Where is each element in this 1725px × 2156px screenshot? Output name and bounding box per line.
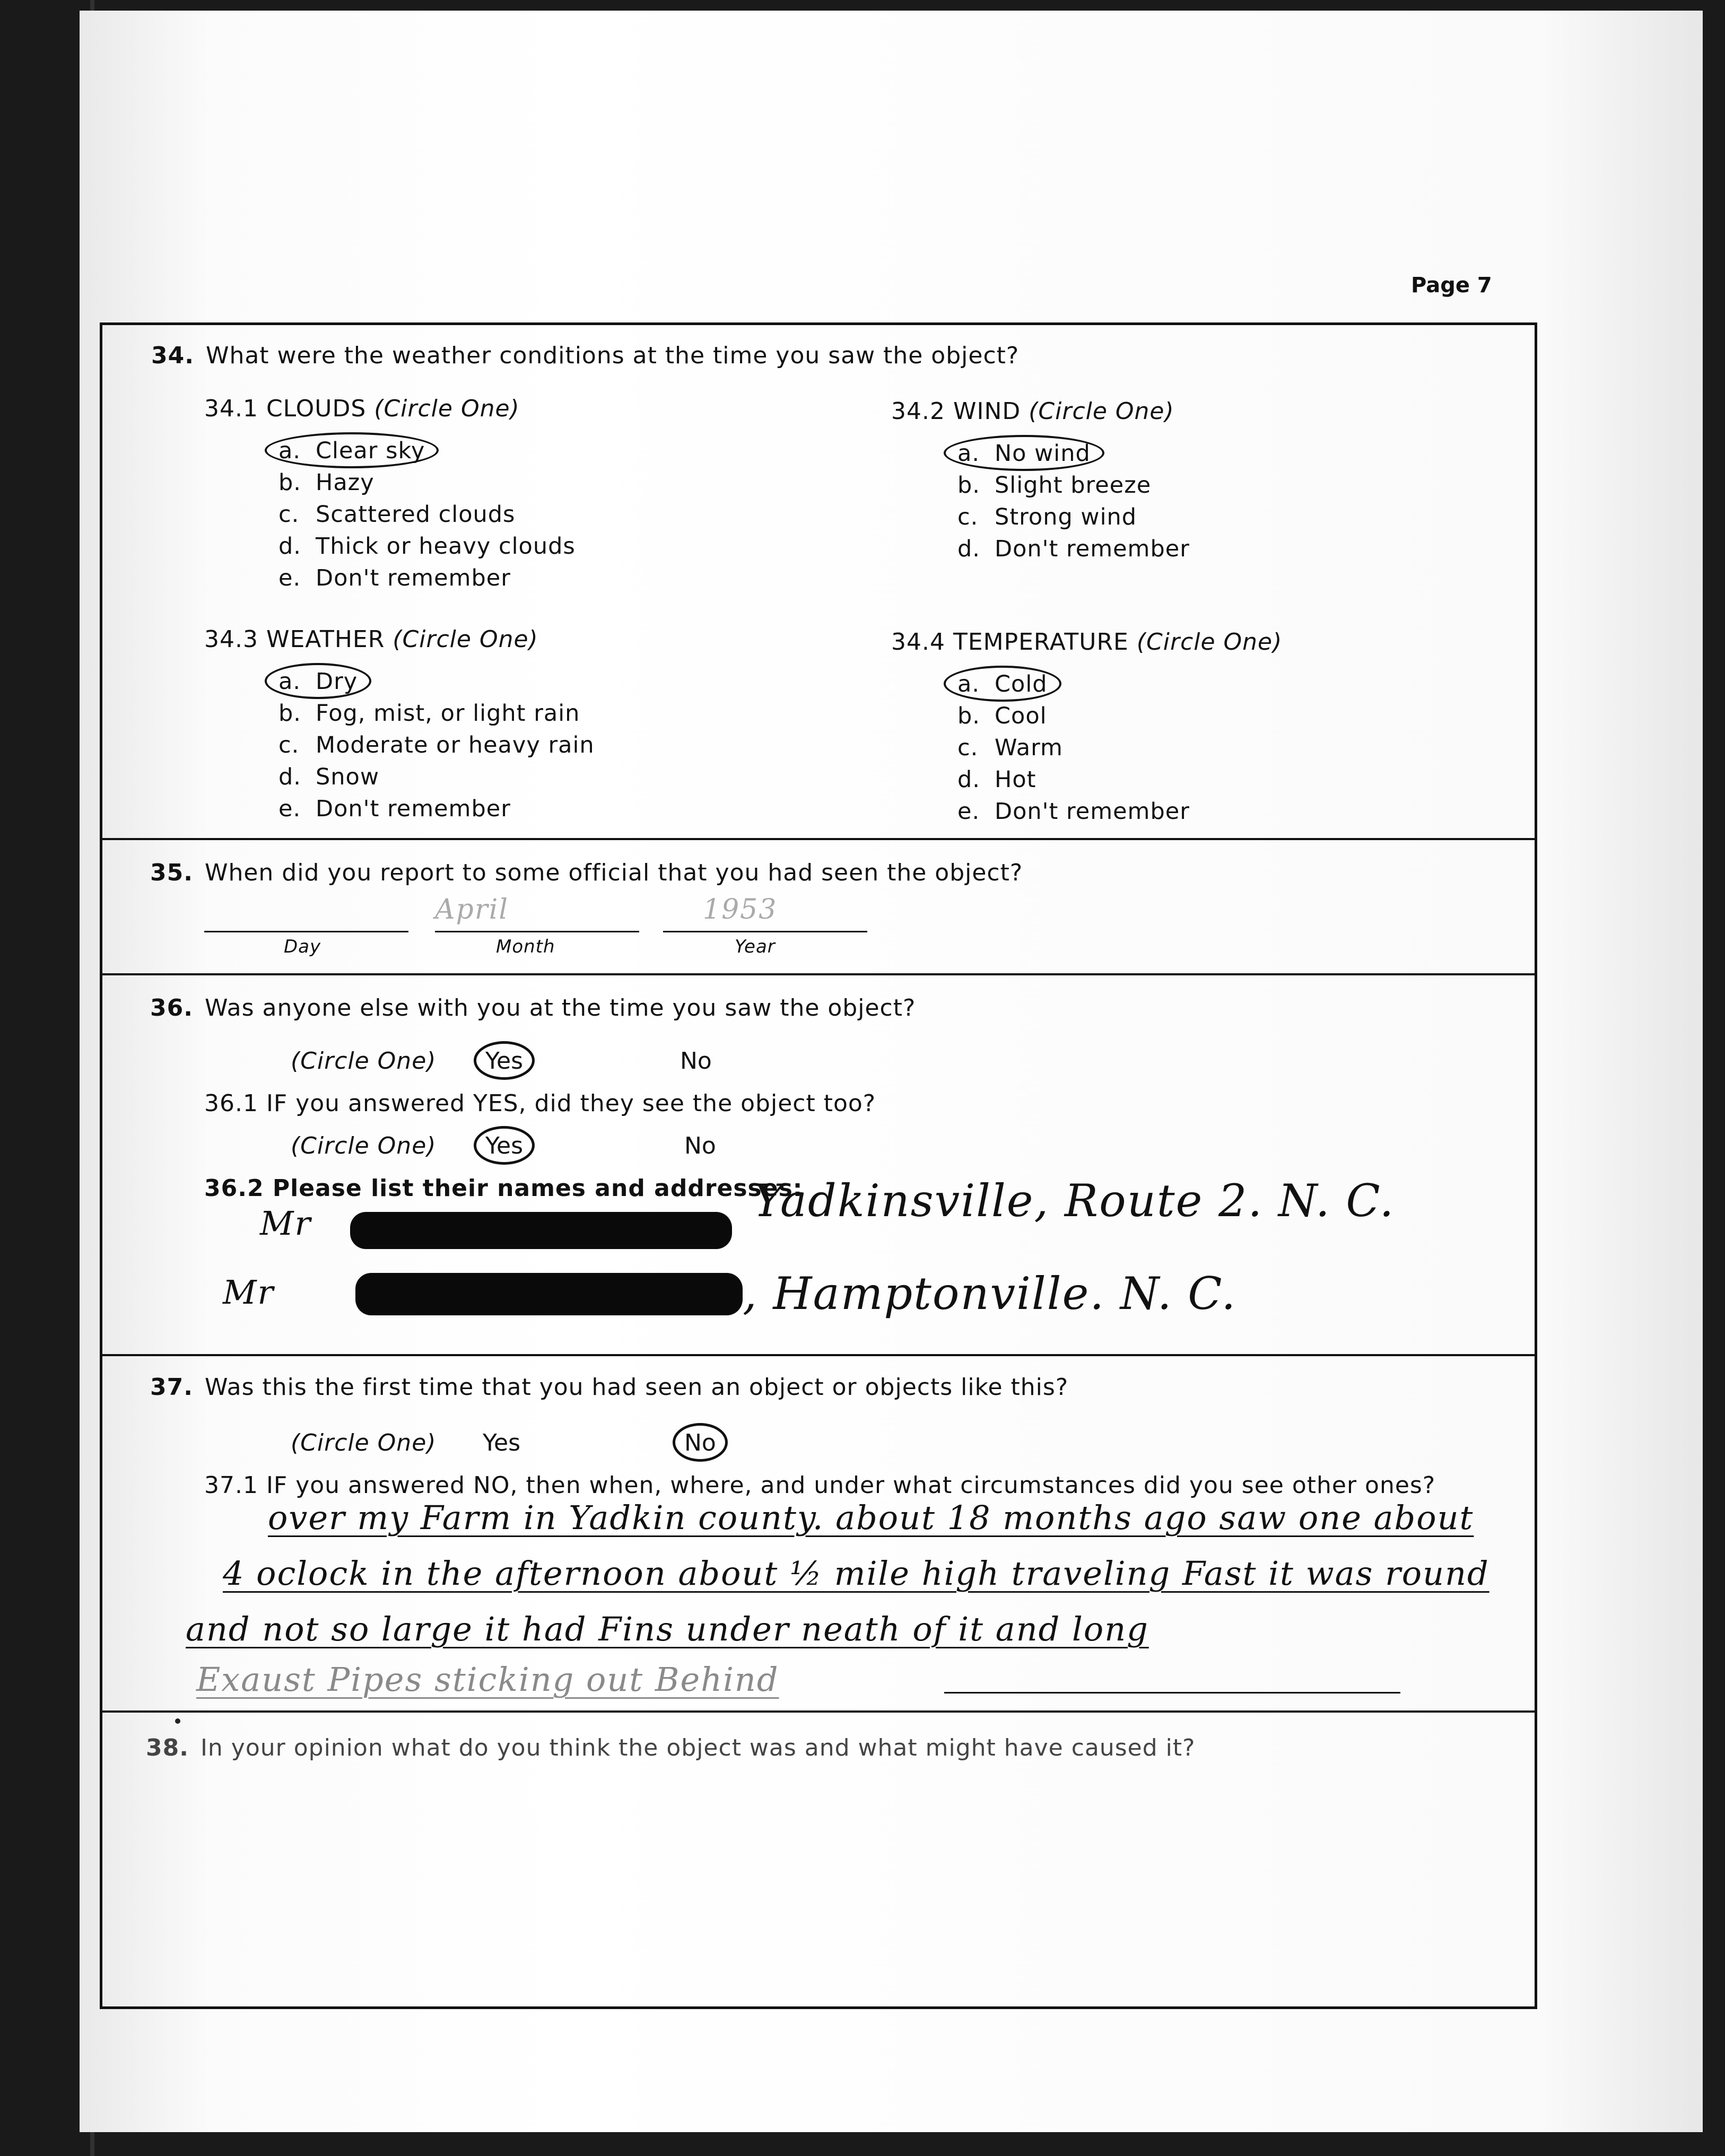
weather-option[interactable] — [278, 668, 358, 695]
redaction-bar — [350, 1212, 732, 1249]
wind-option-unselected — [957, 536, 1190, 562]
heading-instruction: (Circle One) — [374, 395, 520, 422]
circle-one-instruction: (Circle One) — [291, 1048, 437, 1075]
clouds-option[interactable] — [278, 533, 576, 560]
option-label: Hazy — [316, 469, 374, 496]
temperature-option[interactable] — [957, 798, 1190, 825]
option-label: Don't remember — [316, 565, 511, 591]
companion-2-address: , Hamptonville. N. C. — [743, 1268, 1237, 1320]
question-38 — [146, 1734, 1196, 1761]
year-label: Year — [735, 936, 776, 957]
option-letter: d. — [278, 764, 301, 790]
clouds-option[interactable] — [278, 438, 425, 464]
option-letter: b. — [957, 703, 980, 729]
temperature-heading — [891, 629, 1282, 656]
question-number: 37. — [150, 1374, 193, 1401]
answer-line-4: Exaust Pipes sticking out Behind — [196, 1660, 779, 1699]
clouds-heading — [204, 395, 520, 422]
question-text: Was this the first time that you had seen an object or objects like this? — [204, 1374, 1069, 1401]
divider-36-37 — [100, 1354, 1537, 1356]
option-letter: b. — [278, 469, 301, 496]
companion-1-prefix: Mr — [260, 1204, 312, 1243]
answer-line-2: 4 oclock in the afternoon about ½ mile high traveling Fast it was round — [223, 1554, 1489, 1593]
option-letter: e. — [278, 565, 301, 591]
clouds-option[interactable] — [278, 565, 511, 591]
heading-instruction: (Circle One) — [1136, 629, 1283, 656]
option-letter: d. — [278, 533, 301, 560]
month-blank[interactable] — [435, 931, 639, 932]
wind-option-unselected — [957, 504, 1137, 530]
temperature-option-unselected — [957, 703, 1047, 729]
divider-35-36 — [100, 973, 1537, 975]
divider-37-38 — [100, 1710, 1537, 1713]
temperature-option[interactable] — [957, 766, 1036, 793]
question-number: 34. — [151, 342, 194, 369]
q36-yes-choice[interactable]: Yes — [485, 1048, 524, 1075]
stray-mark — [175, 1718, 180, 1724]
wind-option-selected — [957, 440, 1091, 467]
option-label: Dry — [316, 668, 358, 695]
temperature-option-unselected — [957, 735, 1063, 761]
option-label: Thick or heavy clouds — [316, 533, 576, 560]
heading-label: 34.4 TEMPERATURE — [891, 629, 1129, 656]
question-37-1: 37.1 IF you answered NO, then when, where, and under what circumstances did you see other ones? — [204, 1472, 1436, 1499]
page-number: Page 7 — [1411, 273, 1492, 298]
q36-no-choice[interactable]: No — [680, 1048, 712, 1075]
heading-label: 34.1 CLOUDS — [204, 395, 367, 422]
option-letter: c. — [957, 735, 979, 761]
option-label: Fog, mist, or light rain — [316, 700, 580, 727]
heading-label: 34.2 WIND — [891, 398, 1021, 425]
month-label: Month — [496, 936, 555, 957]
answer-line-3: and not so large it had Fins under neath of it and long — [186, 1610, 1149, 1648]
wind-option[interactable] — [957, 504, 1137, 530]
q36-1-no-choice[interactable]: No — [684, 1132, 716, 1159]
question-text: Was anyone else with you at the time you saw the object? — [204, 994, 916, 1022]
option-letter: d. — [957, 766, 980, 793]
option-label: Slight breeze — [995, 472, 1152, 499]
temperature-option[interactable] — [957, 671, 1048, 697]
circle-one-instruction: (Circle One) — [291, 1132, 437, 1159]
year-value: 1953 — [703, 894, 778, 926]
question-34 — [151, 342, 1019, 369]
day-blank[interactable] — [204, 931, 408, 932]
question-37 — [150, 1374, 1068, 1401]
clouds-option-unselected — [278, 469, 374, 496]
temperature-option-unselected — [957, 766, 1036, 793]
temperature-option[interactable] — [957, 735, 1063, 761]
option-label: No wind — [995, 440, 1091, 467]
option-label: Cool — [995, 703, 1047, 729]
option-label: Don't remember — [995, 798, 1190, 825]
heading-label: 34.3 WEATHER — [204, 626, 385, 653]
option-letter: b. — [957, 472, 980, 499]
option-label: Moderate or heavy rain — [316, 732, 595, 758]
q36-1-yes-choice[interactable]: Yes — [485, 1132, 524, 1159]
option-label: Don't remember — [995, 536, 1190, 562]
wind-heading — [891, 398, 1174, 425]
option-letter: a. — [957, 440, 980, 467]
weather-option-unselected — [278, 700, 580, 727]
weather-option-selected — [278, 668, 358, 695]
heading-instruction: (Circle One) — [393, 626, 538, 653]
question-36 — [150, 994, 916, 1022]
option-letter: a. — [278, 438, 301, 464]
option-letter: e. — [278, 796, 301, 822]
option-label: Scattered clouds — [316, 501, 516, 528]
companion-1-address: Yadkinsville, Route 2. N. C. — [753, 1175, 1395, 1227]
option-letter: d. — [957, 536, 980, 562]
question-text: When did you report to some official that you had seen the object? — [204, 859, 1023, 886]
option-letter: b. — [278, 700, 301, 727]
option-letter: c. — [278, 501, 300, 528]
question-text: In your opinion what do you think the object was and what might have caused it? — [200, 1734, 1196, 1761]
option-letter: c. — [278, 732, 300, 758]
question-text: What were the weather conditions at the time you saw the object? — [205, 342, 1020, 369]
answer-blank-line[interactable] — [944, 1692, 1400, 1694]
question-number: 35. — [150, 859, 193, 886]
question-36-2: 36.2 Please list their names and addresses: — [204, 1175, 803, 1202]
answer-line-1: over my Farm in Yadkin county. about 18 months ago saw one about — [268, 1498, 1474, 1537]
weather-option-unselected — [278, 732, 595, 758]
option-label: Cold — [995, 671, 1048, 697]
option-label: Strong wind — [995, 504, 1137, 530]
temperature-option-selected — [957, 671, 1048, 697]
option-label: Clear sky — [316, 438, 425, 464]
temperature-option-unselected — [957, 798, 1190, 825]
option-label: Snow — [316, 764, 380, 790]
wind-option[interactable] — [957, 440, 1091, 467]
clouds-option-unselected — [278, 533, 576, 560]
clouds-option[interactable] — [278, 469, 374, 496]
wind-option[interactable] — [957, 536, 1190, 562]
year-blank[interactable] — [663, 931, 867, 932]
weather-option[interactable] — [278, 796, 511, 822]
question-35 — [150, 859, 1023, 886]
redaction-bar — [355, 1273, 743, 1315]
option-label: Don't remember — [316, 796, 511, 822]
weather-option[interactable] — [278, 764, 379, 790]
option-label: Hot — [995, 766, 1036, 793]
heading-instruction: (Circle One) — [1029, 398, 1174, 425]
option-letter: a. — [278, 668, 301, 695]
q37-no-choice[interactable]: No — [684, 1429, 716, 1456]
weather-option[interactable] — [278, 732, 595, 758]
option-letter: e. — [957, 798, 980, 825]
question-number: 36. — [150, 994, 193, 1022]
circle-one-instruction: (Circle One) — [291, 1429, 437, 1456]
clouds-option-unselected — [278, 501, 515, 528]
weather-heading — [204, 626, 538, 653]
day-label: Day — [284, 936, 321, 957]
weather-option-unselected — [278, 764, 379, 790]
divider-34-35 — [100, 838, 1537, 840]
q37-yes-choice[interactable]: Yes — [483, 1429, 521, 1456]
clouds-option-selected — [278, 438, 425, 464]
temperature-option[interactable] — [957, 703, 1047, 729]
companion-2-prefix: Mr — [223, 1273, 275, 1312]
weather-option[interactable] — [278, 700, 580, 727]
option-label: Warm — [995, 735, 1063, 761]
clouds-option[interactable] — [278, 501, 515, 528]
wind-option-unselected — [957, 472, 1151, 499]
weather-option-unselected — [278, 796, 511, 822]
wind-option[interactable] — [957, 472, 1151, 499]
question-36-1: 36.1 IF you answered YES, did they see the object too? — [204, 1090, 876, 1117]
clouds-option-unselected — [278, 565, 511, 591]
option-letter: c. — [957, 504, 979, 530]
month-value: April — [435, 894, 509, 926]
option-letter: a. — [957, 671, 980, 697]
question-number: 38. — [146, 1734, 189, 1761]
